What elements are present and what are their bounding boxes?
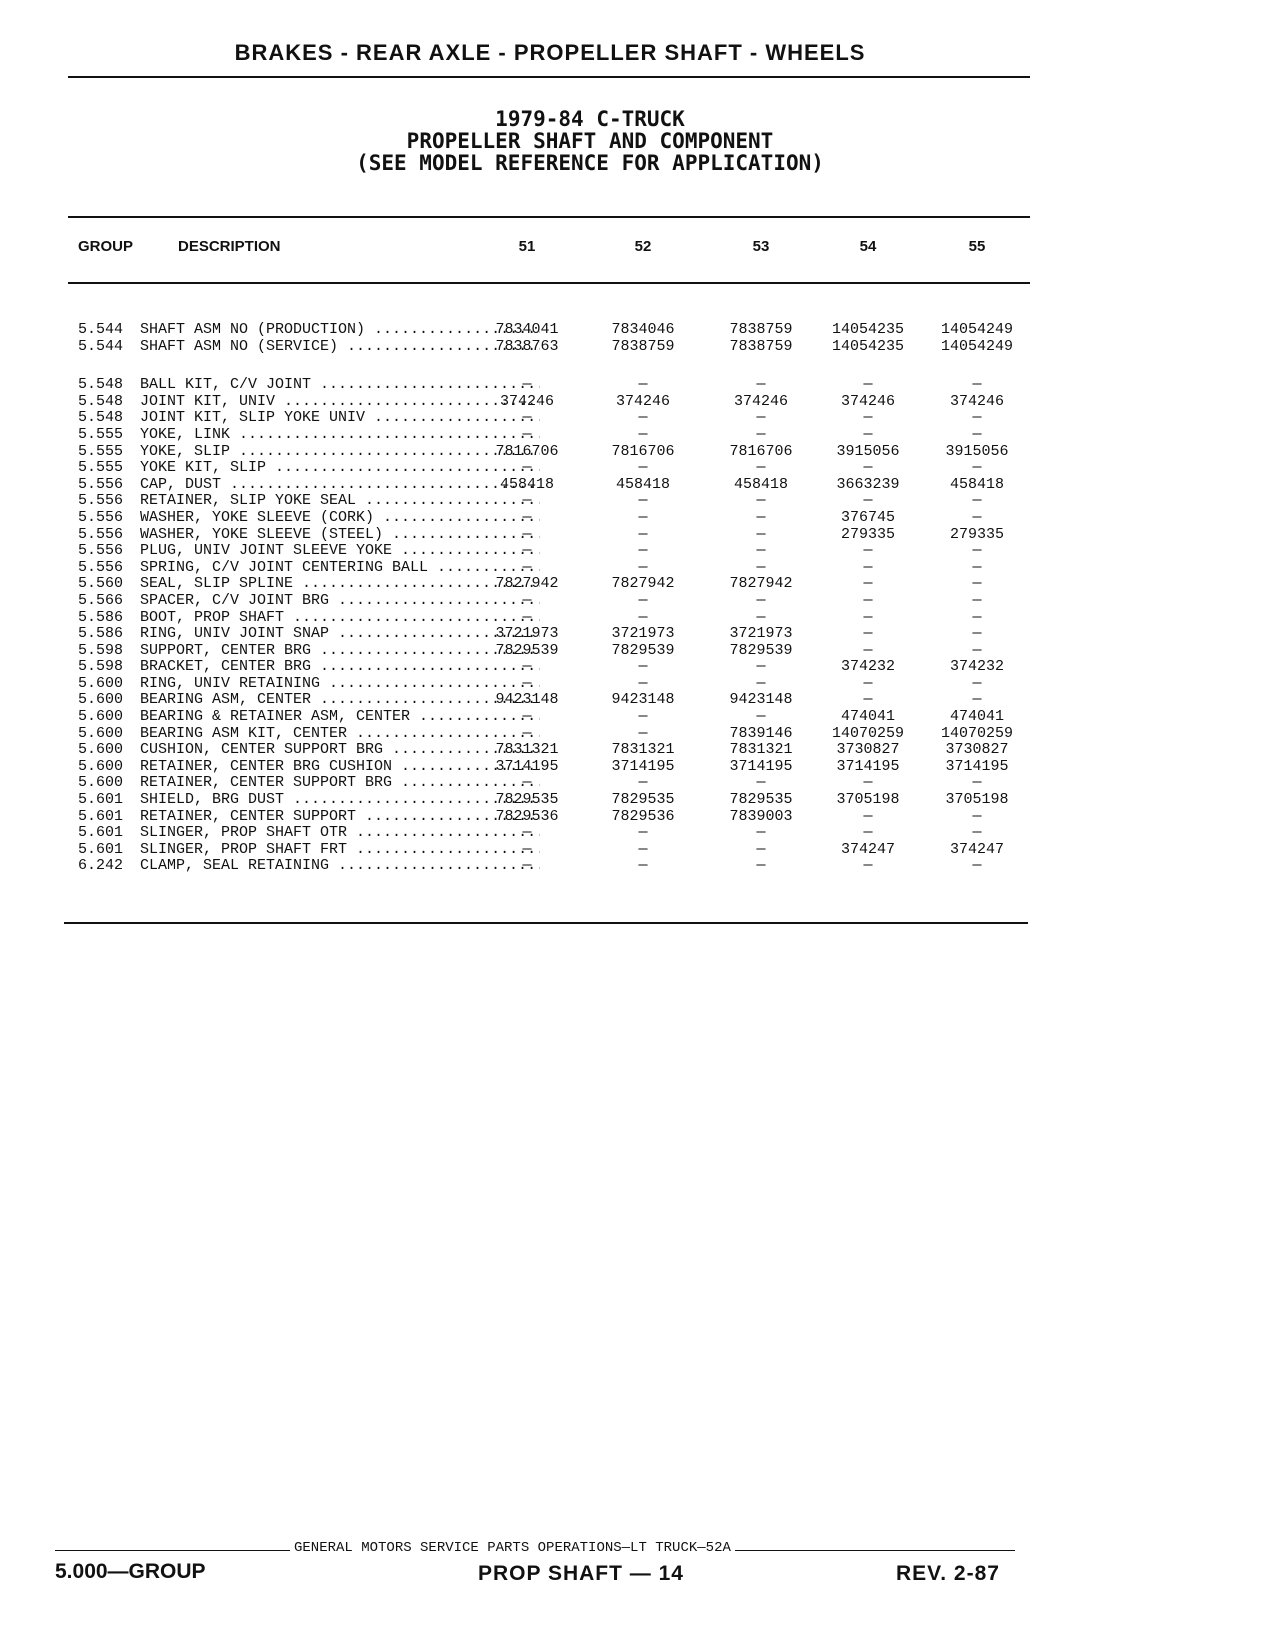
description-cell: RETAINER, CENTER SUPPORT .....	[140, 809, 540, 826]
group-cell: 5.544	[78, 337, 124, 355]
model-54-cell: —	[863, 608, 873, 626]
col-model-55: 55	[968, 238, 986, 255]
table-row	[70, 726, 1030, 743]
model-54-cell: —	[863, 492, 873, 510]
model-55-cell: 3714195	[945, 757, 1009, 775]
table-row	[70, 576, 1030, 593]
model-52-cell: —	[638, 376, 648, 394]
model-53-cell: —	[756, 708, 766, 726]
table-top-rule	[68, 216, 1030, 218]
model-52-cell: 7816706	[611, 442, 675, 460]
group-cell: 5.556	[78, 542, 124, 560]
footer-section: PROP SHAFT — 14	[478, 1562, 684, 1585]
model-52-cell: 458418	[615, 475, 670, 493]
model-55-cell: 374232	[949, 658, 1004, 676]
model-52-cell: —	[638, 425, 648, 443]
model-54-cell: 376745	[840, 508, 895, 526]
model-55-cell: —	[972, 774, 982, 792]
table-row	[70, 659, 1030, 676]
description-cell: BRACKET, CENTER BRG .....	[140, 659, 540, 676]
description-cell: YOKE, LINK .....	[140, 427, 540, 444]
description-cell: SUPPORT, CENTER BRG .....	[140, 643, 540, 660]
model-51-cell: 7834041	[495, 321, 559, 338]
table-row	[70, 643, 1030, 660]
model-51-cell: —	[522, 409, 532, 427]
group-cell: 5.548	[78, 409, 124, 427]
table-row	[70, 692, 1030, 709]
table-row	[70, 543, 1030, 560]
model-52-cell: 7838759	[611, 337, 675, 355]
model-54-cell: —	[863, 575, 873, 593]
table-header-rule	[68, 282, 1030, 284]
model-53-cell: —	[756, 558, 766, 576]
model-51-cell: —	[522, 492, 532, 510]
col-group: GROUP	[78, 238, 134, 255]
table-row	[70, 825, 1030, 842]
description-cell: BEARING & RETAINER ASM, CENTER .....	[140, 709, 540, 726]
model-51-cell: —	[522, 724, 532, 742]
group-cell: 5.548	[78, 376, 124, 394]
model-54-cell: —	[863, 807, 873, 825]
parts-group-components	[70, 377, 1030, 875]
model-52-cell: —	[638, 409, 648, 427]
model-51-cell: —	[522, 857, 532, 875]
group-cell: 5.598	[78, 658, 124, 676]
description-cell: RETAINER, CENTER BRG CUSHION .....	[140, 759, 540, 776]
group-cell: 5.600	[78, 691, 124, 709]
group-cell: 5.600	[78, 674, 124, 692]
model-55-cell: 14054249	[940, 337, 1013, 355]
table-row	[70, 775, 1030, 792]
model-55-cell: —	[972, 459, 982, 477]
model-55-cell: —	[972, 807, 982, 825]
table-row	[70, 676, 1030, 693]
title-block	[70, 108, 1110, 174]
model-53-cell: —	[756, 542, 766, 560]
model-54-cell: 3730827	[836, 741, 900, 759]
table-row	[70, 792, 1030, 809]
model-55-cell: 279335	[949, 525, 1004, 543]
table-row	[70, 709, 1030, 726]
model-51-cell: 7827942	[495, 575, 559, 593]
group-cell: 5.600	[78, 708, 124, 726]
model-55-cell: —	[972, 591, 982, 609]
group-cell: 5.544	[78, 321, 124, 338]
model-51-cell: —	[522, 774, 532, 792]
group-cell: 5.556	[78, 558, 124, 576]
description-cell: WASHER, YOKE SLEEVE (STEEL) .....	[140, 527, 540, 544]
model-53-cell: 3714195	[729, 757, 793, 775]
model-55-cell: 3705198	[945, 791, 1009, 809]
model-51-cell: 3721973	[495, 625, 559, 643]
table-row	[70, 809, 1030, 826]
model-55-cell: 374246	[949, 392, 1004, 410]
description-cell: YOKE, SLIP .....	[140, 444, 540, 461]
model-53-cell: 7839146	[729, 724, 793, 742]
model-55-cell: 474041	[949, 708, 1004, 726]
group-cell: 5.556	[78, 475, 124, 493]
group-cell: 5.601	[78, 824, 124, 842]
model-52-cell: —	[638, 459, 648, 477]
model-53-cell: 7838759	[729, 321, 793, 338]
title-line-1: 1979-84 C-TRUCK	[495, 107, 685, 131]
model-54-cell: 3663239	[836, 475, 900, 493]
model-54-cell: —	[863, 376, 873, 394]
model-55-cell: —	[972, 425, 982, 443]
model-55-cell: —	[972, 641, 982, 659]
model-52-cell: —	[638, 840, 648, 858]
model-53-cell: —	[756, 857, 766, 875]
table-row	[70, 626, 1030, 643]
description-cell: BOOT, PROP SHAFT .....	[140, 610, 540, 627]
model-51-cell: —	[522, 425, 532, 443]
group-cell: 5.556	[78, 525, 124, 543]
group-cell: 5.560	[78, 575, 124, 593]
table-row	[70, 377, 1030, 394]
model-53-cell: —	[756, 674, 766, 692]
model-52-cell: 9423148	[611, 691, 675, 709]
group-cell: 5.555	[78, 459, 124, 477]
model-55-cell: —	[972, 608, 982, 626]
model-54-cell: —	[863, 625, 873, 643]
model-52-cell: —	[638, 608, 648, 626]
model-54-cell: 279335	[840, 525, 895, 543]
description-cell: WASHER, YOKE SLEEVE (CORK) .....	[140, 510, 540, 527]
model-55-cell: 3915056	[945, 442, 1009, 460]
model-52-cell: —	[638, 857, 648, 875]
group-cell: 5.555	[78, 425, 124, 443]
model-54-cell: 474041	[840, 708, 895, 726]
page-header: BRAKES - REAR AXLE - PROPELLER SHAFT - WHEELS	[234, 40, 866, 65]
table-row	[70, 527, 1030, 544]
model-51-cell: —	[522, 542, 532, 560]
group-cell: 5.601	[78, 807, 124, 825]
description-cell: SPRING, C/V JOINT CENTERING BALL .....	[140, 560, 540, 577]
group-cell: 5.600	[78, 757, 124, 775]
model-55-cell: —	[972, 625, 982, 643]
model-55-cell: 14054249	[940, 321, 1013, 338]
model-52-cell: —	[638, 674, 648, 692]
table-row	[70, 842, 1030, 859]
model-53-cell: —	[756, 525, 766, 543]
model-55-cell: —	[972, 542, 982, 560]
col-description: DESCRIPTION	[178, 238, 281, 255]
description-cell: SPACER, C/V JOINT BRG .....	[140, 593, 540, 610]
footer-group: 5.000—GROUP	[55, 1560, 206, 1583]
model-51-cell: 7816706	[495, 442, 559, 460]
model-51-cell: 374246	[499, 392, 554, 410]
model-54-cell: —	[863, 558, 873, 576]
title-line-3: (SEE MODEL REFERENCE FOR APPLICATION)	[356, 151, 824, 175]
description-cell: JOINT KIT, SLIP YOKE UNIV .....	[140, 410, 540, 427]
model-53-cell: 7831321	[729, 741, 793, 759]
table-row	[70, 759, 1030, 776]
description-cell: CUSHION, CENTER SUPPORT BRG .....	[140, 742, 540, 759]
model-51-cell: —	[522, 525, 532, 543]
col-model-53: 53	[752, 238, 770, 255]
model-51-cell: 7831321	[495, 741, 559, 759]
model-55-cell: 458418	[949, 475, 1004, 493]
model-51-cell: —	[522, 674, 532, 692]
parts-table	[70, 322, 1030, 875]
description-cell: CLAMP, SEAL RETAINING .....	[140, 858, 540, 875]
model-52-cell: —	[638, 525, 648, 543]
model-55-cell: —	[972, 824, 982, 842]
model-52-cell: 7829536	[611, 807, 675, 825]
col-model-51: 51	[518, 238, 536, 255]
model-53-cell: —	[756, 492, 766, 510]
model-55-cell: 374247	[949, 840, 1004, 858]
group-cell: 5.601	[78, 840, 124, 858]
model-54-cell: 3714195	[836, 757, 900, 775]
model-53-cell: —	[756, 774, 766, 792]
group-cell: 5.600	[78, 741, 124, 759]
description-cell: SLINGER, PROP SHAFT OTR .....	[140, 825, 540, 842]
model-52-cell: —	[638, 508, 648, 526]
group-cell: 5.601	[78, 791, 124, 809]
model-55-cell: —	[972, 409, 982, 427]
model-51-cell: —	[522, 558, 532, 576]
table-row	[70, 460, 1030, 477]
model-53-cell: —	[756, 824, 766, 842]
model-53-cell: —	[756, 425, 766, 443]
description-cell: RETAINER, SLIP YOKE SEAL .....	[140, 493, 540, 510]
table-row	[70, 444, 1030, 461]
group-cell: 5.586	[78, 625, 124, 643]
model-52-cell: —	[638, 658, 648, 676]
description-cell: SLINGER, PROP SHAFT FRT .....	[140, 842, 540, 859]
model-54-cell: 14070259	[831, 724, 904, 742]
model-54-cell: —	[863, 824, 873, 842]
model-51-cell: —	[522, 376, 532, 394]
model-54-cell: —	[863, 691, 873, 709]
group-cell: 5.600	[78, 724, 124, 742]
model-55-cell: —	[972, 575, 982, 593]
group-cell: 5.555	[78, 442, 124, 460]
model-55-cell: 14070259	[940, 724, 1013, 742]
model-51-cell: 7838763	[495, 337, 559, 355]
model-54-cell: —	[863, 674, 873, 692]
model-51-cell: —	[522, 508, 532, 526]
model-55-cell: —	[972, 492, 982, 510]
model-51-cell: —	[522, 658, 532, 676]
model-51-cell: 7829539	[495, 641, 559, 659]
model-52-cell: —	[638, 774, 648, 792]
model-52-cell: —	[638, 558, 648, 576]
model-52-cell: 3721973	[611, 625, 675, 643]
description-cell: JOINT KIT, UNIV .....	[140, 394, 540, 411]
description-cell: RETAINER, CENTER SUPPORT BRG .....	[140, 775, 540, 792]
model-54-cell: —	[863, 857, 873, 875]
group-cell: 5.548	[78, 392, 124, 410]
description-cell: RING, UNIV RETAINING .....	[140, 676, 540, 693]
model-53-cell: 7838759	[729, 337, 793, 355]
group-cell: 5.598	[78, 641, 124, 659]
model-54-cell: —	[863, 459, 873, 477]
table-row	[70, 410, 1030, 427]
model-55-cell: —	[972, 674, 982, 692]
model-53-cell: 7829535	[729, 791, 793, 809]
model-54-cell: 3705198	[836, 791, 900, 809]
model-51-cell: —	[522, 840, 532, 858]
model-51-cell: —	[522, 708, 532, 726]
model-53-cell: —	[756, 591, 766, 609]
model-53-cell: 7816706	[729, 442, 793, 460]
model-51-cell: 458418	[499, 475, 554, 493]
model-51-cell: 7829535	[495, 791, 559, 809]
model-54-cell: —	[863, 542, 873, 560]
table-row	[70, 493, 1030, 510]
model-55-cell: 3730827	[945, 741, 1009, 759]
table-bottom-rule	[64, 922, 1028, 924]
description-cell: YOKE KIT, SLIP .....	[140, 460, 540, 477]
table-row	[70, 427, 1030, 444]
header-rule	[68, 76, 1030, 78]
model-55-cell: —	[972, 508, 982, 526]
col-model-54: 54	[859, 238, 877, 255]
model-52-cell: 7829535	[611, 791, 675, 809]
footer-operations: GENERAL MOTORS SERVICE PARTS OPERATIONS—LT TRUCK—52A	[290, 1540, 735, 1556]
model-53-cell: 7827942	[729, 575, 793, 593]
description-cell: SHIELD, BRG DUST .....	[140, 792, 540, 809]
model-52-cell: 3714195	[611, 757, 675, 775]
model-53-cell: —	[756, 658, 766, 676]
model-54-cell: —	[863, 591, 873, 609]
table-row	[70, 593, 1030, 610]
model-52-cell: —	[638, 708, 648, 726]
row-gap	[70, 355, 1030, 377]
group-cell: 5.600	[78, 774, 124, 792]
model-52-cell: 7831321	[611, 741, 675, 759]
model-54-cell: —	[863, 409, 873, 427]
col-model-52: 52	[634, 238, 652, 255]
model-51-cell: —	[522, 824, 532, 842]
model-53-cell: —	[756, 459, 766, 477]
description-cell: RING, UNIV JOINT SNAP .....	[140, 626, 540, 643]
model-52-cell: 7827942	[611, 575, 675, 593]
model-51-cell: —	[522, 608, 532, 626]
model-52-cell: —	[638, 724, 648, 742]
model-53-cell: —	[756, 409, 766, 427]
description-cell: BEARING ASM KIT, CENTER .....	[140, 726, 540, 743]
model-54-cell: 14054235	[831, 337, 904, 355]
group-cell: 5.566	[78, 591, 124, 609]
model-51-cell: —	[522, 459, 532, 477]
title-line-2: PROPELLER SHAFT AND COMPONENT	[406, 129, 774, 153]
model-53-cell: 7839003	[729, 807, 793, 825]
model-54-cell: —	[863, 425, 873, 443]
description-cell: BALL KIT, C/V JOINT .....	[140, 377, 540, 394]
table-row	[70, 339, 1030, 356]
model-52-cell: 7829539	[611, 641, 675, 659]
model-54-cell: 374247	[840, 840, 895, 858]
model-54-cell: —	[863, 641, 873, 659]
model-52-cell: —	[638, 591, 648, 609]
model-52-cell: —	[638, 542, 648, 560]
model-54-cell: 14054235	[831, 321, 904, 338]
group-cell: 5.556	[78, 508, 124, 526]
table-row	[70, 560, 1030, 577]
table-row	[70, 322, 1030, 339]
model-53-cell: 458418	[733, 475, 788, 493]
model-53-cell: 7829539	[729, 641, 793, 659]
model-53-cell: —	[756, 508, 766, 526]
table-row	[70, 510, 1030, 527]
group-cell: 5.556	[78, 492, 124, 510]
table-row	[70, 394, 1030, 411]
group-cell: 6.242	[78, 857, 124, 875]
model-51-cell: —	[522, 591, 532, 609]
model-54-cell: 374232	[840, 658, 895, 676]
model-55-cell: —	[972, 558, 982, 576]
model-53-cell: 9423148	[729, 691, 793, 709]
description-cell: SHAFT ASM NO (PRODUCTION) .....	[140, 322, 540, 339]
model-51-cell: 7829536	[495, 807, 559, 825]
model-52-cell: —	[638, 824, 648, 842]
model-54-cell: —	[863, 774, 873, 792]
model-52-cell: 7834046	[611, 321, 675, 338]
model-51-cell: 3714195	[495, 757, 559, 775]
group-cell: 5.586	[78, 608, 124, 626]
model-53-cell: —	[756, 840, 766, 858]
table-row	[70, 858, 1030, 875]
model-54-cell: 374246	[840, 392, 895, 410]
model-53-cell: 374246	[733, 392, 788, 410]
model-53-cell: —	[756, 608, 766, 626]
model-53-cell: —	[756, 376, 766, 394]
model-55-cell: —	[972, 376, 982, 394]
model-52-cell: 374246	[615, 392, 670, 410]
table-row	[70, 610, 1030, 627]
model-52-cell: —	[638, 492, 648, 510]
model-55-cell: —	[972, 691, 982, 709]
description-cell: BEARING ASM, CENTER .....	[140, 692, 540, 709]
footer-revision: REV. 2-87	[896, 1562, 1000, 1585]
parts-group-shaft	[70, 322, 1030, 355]
description-cell: CAP, DUST .....	[140, 477, 540, 494]
description-cell: SEAL, SLIP SPLINE .....	[140, 576, 540, 593]
model-55-cell: —	[972, 857, 982, 875]
model-54-cell: 3915056	[836, 442, 900, 460]
model-53-cell: 3721973	[729, 625, 793, 643]
table-row	[70, 477, 1030, 494]
description-cell: SHAFT ASM NO (SERVICE) .....	[140, 339, 540, 356]
description-cell: PLUG, UNIV JOINT SLEEVE YOKE .....	[140, 543, 540, 560]
table-row	[70, 742, 1030, 759]
model-51-cell: 9423148	[495, 691, 559, 709]
